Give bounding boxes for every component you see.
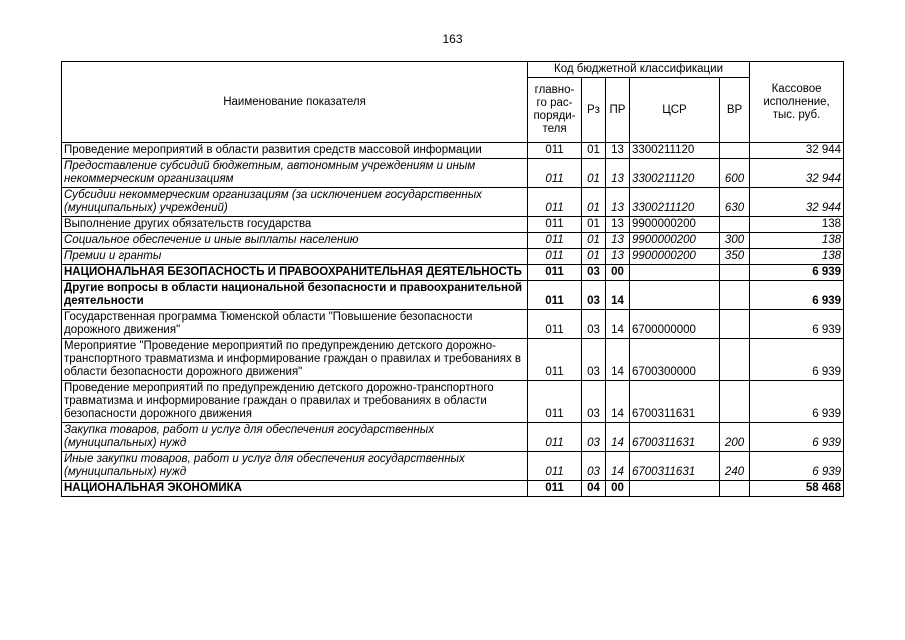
row-rz-code: 01 xyxy=(582,188,606,217)
budget-table xyxy=(61,61,844,497)
row-name: Социальное обеспечение и иные выплаты населению xyxy=(62,233,528,249)
row-pr-code: 14 xyxy=(606,381,630,423)
row-amount: 6 939 xyxy=(750,423,844,452)
header-csr: ЦСР xyxy=(630,78,720,143)
row-name: Мероприятие "Проведение мероприятий по предупреждению детского дорожно-транспортного травматизма и информирование граждан о правилах и требованиях в области безопасности дорожного движения" xyxy=(62,339,528,381)
row-rz-code: 01 xyxy=(582,159,606,188)
row-name: НАЦИОНАЛЬНАЯ БЕЗОПАСНОСТЬ И ПРАВООХРАНИТЕЛЬНАЯ ДЕЯТЕЛЬНОСТЬ xyxy=(62,265,528,281)
row-vr-code xyxy=(720,217,750,233)
row-vr-code: 630 xyxy=(720,188,750,217)
row-name: Проведение мероприятий по предупреждению детского дорожно-транспортного травматизма и информирование граждан о правилах и требованиях в области безопасности дорожного движения xyxy=(62,381,528,423)
row-pr-code: 13 xyxy=(606,249,630,265)
row-csr-code xyxy=(630,481,720,497)
row-csr-code xyxy=(630,265,720,281)
row-gl-code: 011 xyxy=(528,452,582,481)
table-row xyxy=(62,423,844,452)
header-rz: Рз xyxy=(582,78,606,143)
row-gl-code: 011 xyxy=(528,281,582,310)
row-amount: 32 944 xyxy=(750,143,844,159)
row-name: Другие вопросы в области национальной безопасности и правоохранительной деятельности xyxy=(62,281,528,310)
row-vr-code xyxy=(720,265,750,281)
row-rz-code: 03 xyxy=(582,452,606,481)
row-vr-code: 600 xyxy=(720,159,750,188)
row-gl-code: 011 xyxy=(528,188,582,217)
row-csr-code: 6700300000 xyxy=(630,339,720,381)
row-rz-code: 01 xyxy=(582,217,606,233)
row-pr-code: 13 xyxy=(606,217,630,233)
row-gl-code: 011 xyxy=(528,217,582,233)
row-pr-code: 00 xyxy=(606,481,630,497)
row-gl-code: 011 xyxy=(528,310,582,339)
row-vr-code xyxy=(720,281,750,310)
table-row xyxy=(62,339,844,381)
row-name: Закупка товаров, работ и услуг для обеспечения государственных (муниципальных) нужд xyxy=(62,423,528,452)
header-pr: ПР xyxy=(606,78,630,143)
row-name: Проведение мероприятий в области развития средств массовой информации xyxy=(62,143,528,159)
row-pr-code: 14 xyxy=(606,339,630,381)
row-pr-code: 13 xyxy=(606,159,630,188)
table-row xyxy=(62,249,844,265)
row-rz-code: 03 xyxy=(582,310,606,339)
page-number: 163 xyxy=(442,32,463,46)
row-amount: 32 944 xyxy=(750,188,844,217)
row-csr-code: 3300211120 xyxy=(630,143,720,159)
row-name: Государственная программа Тюменской области "Повышение безопасности дорожного движения" xyxy=(62,310,528,339)
row-amount: 6 939 xyxy=(750,265,844,281)
row-pr-code: 13 xyxy=(606,233,630,249)
row-vr-code: 240 xyxy=(720,452,750,481)
row-csr-code xyxy=(630,281,720,310)
table-row xyxy=(62,281,844,310)
row-gl-code: 011 xyxy=(528,381,582,423)
table-body xyxy=(62,143,844,497)
row-amount: 6 939 xyxy=(750,452,844,481)
header-vr: ВР xyxy=(720,78,750,143)
header-name: Наименование показателя xyxy=(62,62,528,143)
row-vr-code xyxy=(720,481,750,497)
row-amount: 6 939 xyxy=(750,281,844,310)
row-name: Премии и гранты xyxy=(62,249,528,265)
row-csr-code: 6700311631 xyxy=(630,381,720,423)
table-row xyxy=(62,481,844,497)
row-csr-code: 6700311631 xyxy=(630,423,720,452)
row-csr-code: 9900000200 xyxy=(630,233,720,249)
row-amount: 6 939 xyxy=(750,339,844,381)
row-rz-code: 03 xyxy=(582,281,606,310)
row-gl-code: 011 xyxy=(528,265,582,281)
row-csr-code: 3300211120 xyxy=(630,159,720,188)
table-row xyxy=(62,143,844,159)
row-gl-code: 011 xyxy=(528,249,582,265)
row-gl-code: 011 xyxy=(528,339,582,381)
header-amount: Кассовое исполнение, тыс. руб. xyxy=(750,62,844,143)
row-csr-code: 9900000200 xyxy=(630,217,720,233)
header-gl: главно-го рас-поряди-теля xyxy=(528,78,582,143)
row-pr-code: 14 xyxy=(606,423,630,452)
row-amount: 6 939 xyxy=(750,381,844,423)
row-name: Субсидии некоммерческим организациям (за исключением государственных (муниципальных) учреждений) xyxy=(62,188,528,217)
row-pr-code: 14 xyxy=(606,310,630,339)
row-name: Иные закупки товаров, работ и услуг для обеспечения государственных (муниципальных) нужд xyxy=(62,452,528,481)
row-gl-code: 011 xyxy=(528,233,582,249)
table-header xyxy=(62,62,844,143)
row-csr-code: 3300211120 xyxy=(630,188,720,217)
table-row xyxy=(62,452,844,481)
row-amount: 58 468 xyxy=(750,481,844,497)
row-vr-code: 200 xyxy=(720,423,750,452)
table-row xyxy=(62,188,844,217)
row-gl-code: 011 xyxy=(528,159,582,188)
row-vr-code xyxy=(720,381,750,423)
row-rz-code: 01 xyxy=(582,233,606,249)
row-pr-code: 13 xyxy=(606,143,630,159)
row-vr-code: 350 xyxy=(720,249,750,265)
table-row xyxy=(62,159,844,188)
row-rz-code: 03 xyxy=(582,423,606,452)
row-name: Предоставление субсидий бюджетным, автономным учреждениям и иным некоммерческим организациям xyxy=(62,159,528,188)
row-rz-code: 04 xyxy=(582,481,606,497)
table-row xyxy=(62,381,844,423)
row-rz-code: 01 xyxy=(582,249,606,265)
row-rz-code: 01 xyxy=(582,143,606,159)
row-rz-code: 03 xyxy=(582,265,606,281)
row-rz-code: 03 xyxy=(582,381,606,423)
row-amount: 6 939 xyxy=(750,310,844,339)
header-classification-group: Код бюджетной классификации xyxy=(528,62,750,78)
row-pr-code: 14 xyxy=(606,452,630,481)
row-amount: 138 xyxy=(750,217,844,233)
row-gl-code: 011 xyxy=(528,423,582,452)
row-gl-code: 011 xyxy=(528,143,582,159)
row-csr-code: 6700000000 xyxy=(630,310,720,339)
row-amount: 138 xyxy=(750,233,844,249)
row-pr-code: 14 xyxy=(606,281,630,310)
row-amount: 138 xyxy=(750,249,844,265)
row-csr-code: 6700311631 xyxy=(630,452,720,481)
row-vr-code xyxy=(720,310,750,339)
table-row xyxy=(62,233,844,249)
row-name: Выполнение других обязательств государства xyxy=(62,217,528,233)
row-rz-code: 03 xyxy=(582,339,606,381)
row-gl-code: 011 xyxy=(528,481,582,497)
row-vr-code: 300 xyxy=(720,233,750,249)
row-csr-code: 9900000200 xyxy=(630,249,720,265)
table-row xyxy=(62,310,844,339)
row-pr-code: 13 xyxy=(606,188,630,217)
row-vr-code xyxy=(720,143,750,159)
row-vr-code xyxy=(720,339,750,381)
row-amount: 32 944 xyxy=(750,159,844,188)
row-pr-code: 00 xyxy=(606,265,630,281)
row-name: НАЦИОНАЛЬНАЯ ЭКОНОМИКА xyxy=(62,481,528,497)
table-row xyxy=(62,265,844,281)
table-row xyxy=(62,217,844,233)
